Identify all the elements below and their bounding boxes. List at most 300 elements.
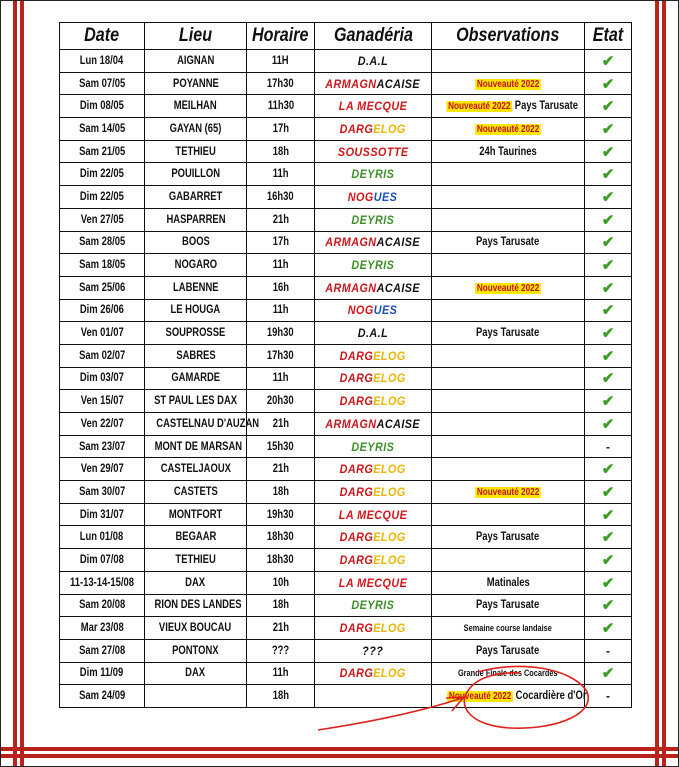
etat-cell [585, 526, 632, 549]
table-row [60, 72, 632, 95]
ganaderia-name [326, 77, 421, 91]
ganaderia-name [352, 440, 395, 454]
ganaderia-cell [315, 594, 432, 617]
horaire-cell [247, 322, 315, 345]
table-row [60, 662, 632, 685]
ganaderia-name [340, 394, 406, 408]
check-icon: ✔ [601, 257, 615, 275]
date-cell [60, 503, 145, 526]
check-icon: ✔ [601, 529, 615, 547]
ganaderia-part: DARG [339, 371, 374, 386]
table-row [60, 639, 632, 662]
horaire-cell-text: 17h [272, 236, 289, 249]
date-cell [60, 72, 145, 95]
ganaderia-cell [315, 163, 432, 186]
ganaderia-cell [315, 186, 432, 209]
horaire-cell [247, 344, 315, 367]
ganaderia-part: ACAISE [376, 280, 421, 295]
date-cell-text: Dim 03/07 [79, 372, 125, 385]
lieu-cell-text: MEILHAN [174, 100, 217, 113]
header-ganaderia-label: Ganadéria [333, 25, 413, 46]
lieu-cell-text: GAYAN (65) [169, 122, 222, 135]
date-cell [60, 413, 145, 436]
lieu-cell [145, 549, 247, 572]
lieu-cell-text: CASTELJAOUX [160, 463, 231, 476]
lieu-cell [145, 254, 247, 277]
observations-text [476, 599, 539, 611]
horaire-cell [247, 276, 315, 299]
ganaderia-part: ARMAGN [325, 76, 377, 91]
ganaderia-cell [315, 503, 432, 526]
ganaderia-part: DARG [339, 666, 374, 681]
ganaderia-part: UES [374, 303, 398, 318]
horaire-cell-text: 18h30 [267, 553, 294, 566]
horaire-cell [247, 118, 315, 141]
date-cell [60, 50, 145, 73]
ganaderia-part: D.A.L [357, 326, 389, 341]
ganaderia-part: ELOG [373, 552, 407, 567]
horaire-cell-text: 11h [272, 259, 289, 272]
table-row [60, 208, 632, 231]
lieu-cell [145, 72, 247, 95]
horaire-cell-text: 20h30 [267, 395, 294, 408]
horaire-cell-text: 11h [272, 372, 289, 385]
horaire-cell-text: 17h30 [267, 349, 294, 362]
ganaderia-name [362, 644, 383, 658]
observations-cell [432, 458, 585, 481]
ganaderia-cell [315, 118, 432, 141]
lieu-cell [145, 458, 247, 481]
observations-cell [432, 413, 585, 436]
ganaderia-cell [315, 413, 432, 436]
ganaderia-name [352, 598, 395, 612]
lieu-cell-text: CASTELNAU D'AUZAN [156, 417, 260, 430]
date-cell-text: Lun 01/08 [80, 531, 124, 544]
horaire-cell-text: 11h [272, 667, 289, 680]
frame-stripe-right-1 [662, 1, 666, 766]
observations-cell [432, 526, 585, 549]
ganaderia-name [340, 553, 406, 567]
horaire-cell-text: 19h30 [267, 327, 294, 340]
ganaderia-part: ELOG [373, 484, 407, 499]
horaire-cell-text: 21h [272, 417, 289, 430]
horaire-cell [247, 208, 315, 231]
ganaderia-name [339, 99, 407, 113]
observations-cell [432, 685, 585, 708]
date-cell-text: Ven 27/05 [80, 213, 124, 226]
date-cell-text: Lun 18/04 [80, 54, 124, 67]
nouveaute-badge: Nouveauté 2022 [448, 691, 512, 703]
horaire-cell-text: 17h [272, 122, 289, 135]
horaire-cell [247, 367, 315, 390]
observations-text [475, 282, 541, 294]
nouveaute-badge: Nouveauté 2022 [476, 486, 540, 498]
header-etat-label: Etat [592, 25, 624, 46]
lieu-cell [145, 571, 247, 594]
etat-cell [585, 72, 632, 95]
ganaderia-name [326, 417, 421, 431]
date-cell-text: Dim 11/09 [80, 667, 124, 680]
observation-note: Pays Tarusate [476, 236, 540, 249]
table-row [60, 186, 632, 209]
etat-cell [585, 344, 632, 367]
header-etat [585, 23, 632, 50]
check-icon: ✔ [601, 120, 615, 138]
table-row [60, 163, 632, 186]
table-row [60, 594, 632, 617]
ganaderia-part: DEYRIS [351, 439, 395, 454]
horaire-cell-text: 10h [272, 576, 289, 589]
ganaderia-cell [315, 231, 432, 254]
observation-note: Semaine course landaise [463, 623, 553, 634]
ganaderia-cell [315, 299, 432, 322]
lieu-cell-text: RION DES LANDES [154, 599, 242, 612]
nouveaute-badge: Nouveauté 2022 [476, 78, 540, 90]
ganaderia-name [340, 621, 406, 635]
ganaderia-part: ARMAGN [325, 416, 377, 431]
horaire-cell-text: ??? [271, 644, 290, 657]
ganaderia-name [358, 326, 388, 340]
ganaderia-part: ACAISE [376, 76, 421, 91]
observations-cell [432, 503, 585, 526]
date-cell [60, 594, 145, 617]
ganaderia-part: DARG [339, 552, 374, 567]
date-cell-text: Sam 30/07 [78, 485, 126, 498]
date-cell-text: Dim 07/08 [79, 553, 125, 566]
lieu-cell [145, 503, 247, 526]
date-cell [60, 571, 145, 594]
observations-cell [432, 299, 585, 322]
observations-cell [432, 571, 585, 594]
etat-cell [585, 50, 632, 73]
table-row [60, 118, 632, 141]
etat-cell [585, 254, 632, 277]
date-cell [60, 458, 145, 481]
lieu-cell [145, 276, 247, 299]
etat-cell [585, 617, 632, 640]
ganaderia-cell [315, 208, 432, 231]
table-row [60, 254, 632, 277]
lieu-cell-text: BEGAAR [175, 531, 216, 544]
lieu-cell-text: MONTFORT [168, 508, 223, 521]
ganaderia-name [352, 213, 395, 227]
date-cell-text: Sam 20/08 [78, 599, 126, 612]
observations-cell [432, 72, 585, 95]
date-cell-text: Sam 23/07 [78, 440, 126, 453]
ganaderia-name [338, 145, 409, 159]
date-cell [60, 685, 145, 708]
horaire-cell [247, 163, 315, 186]
observations-text [447, 690, 586, 702]
check-icon: ✔ [601, 551, 615, 569]
ganaderia-cell [315, 344, 432, 367]
horaire-cell-text: 18h30 [267, 531, 294, 544]
horaire-cell [247, 458, 315, 481]
horaire-cell [247, 617, 315, 640]
date-cell-text: Sam 18/05 [78, 259, 126, 272]
horaire-cell [247, 186, 315, 209]
ganaderia-part: DEYRIS [351, 258, 395, 273]
date-cell-text: Sam 07/05 [78, 77, 126, 90]
date-cell [60, 208, 145, 231]
observations-text [475, 78, 541, 90]
observation-note: Pays Tarusate [512, 100, 579, 113]
date-cell [60, 639, 145, 662]
date-cell-text: Dim 08/05 [79, 100, 125, 113]
table-row [60, 390, 632, 413]
ganaderia-cell [315, 322, 432, 345]
observations-text [476, 531, 539, 543]
ganaderia-part: DARG [339, 348, 374, 363]
lieu-cell [145, 322, 247, 345]
frame-stripe-right-2 [655, 1, 659, 766]
table-row [60, 435, 632, 458]
lieu-cell [145, 594, 247, 617]
table-row [60, 231, 632, 254]
nouveaute-badge: Nouveauté 2022 [476, 123, 540, 135]
date-cell-text: 11-13-14-15/08 [70, 576, 134, 589]
horaire-cell [247, 594, 315, 617]
check-icon: ✔ [601, 98, 615, 116]
etat-cell [585, 458, 632, 481]
date-cell-text: Sam 14/05 [78, 122, 126, 135]
observations-text [475, 123, 541, 135]
lieu-cell [145, 526, 247, 549]
lieu-cell [145, 344, 247, 367]
etat-cell [585, 413, 632, 436]
date-cell [60, 390, 145, 413]
check-icon: ✔ [601, 166, 615, 184]
date-cell [60, 662, 145, 685]
check-icon: ✔ [601, 52, 615, 70]
ganaderia-name [348, 303, 398, 317]
lieu-cell-text: SOUPROSSE [165, 327, 226, 340]
lieu-cell-text: ST PAUL LES DAX [154, 395, 238, 408]
check-icon: ✔ [601, 665, 615, 683]
observations-text [464, 623, 552, 633]
ganaderia-cell [315, 72, 432, 95]
etat-cell [585, 662, 632, 685]
observation-note: Pays Tarusate [476, 327, 540, 340]
lieu-cell [145, 639, 247, 662]
date-cell [60, 254, 145, 277]
horaire-cell [247, 140, 315, 163]
ganaderia-name [352, 167, 395, 181]
observation-note: Pays Tarusate [476, 599, 540, 612]
ganaderia-part: ELOG [373, 666, 407, 681]
observations-cell [432, 639, 585, 662]
date-cell [60, 367, 145, 390]
check-icon: ✔ [601, 347, 615, 365]
ganaderia-cell [315, 95, 432, 118]
ganaderia-part: ACAISE [376, 416, 421, 431]
horaire-cell-text: 18h [272, 599, 289, 612]
ganaderia-part: NOG [348, 189, 375, 204]
table-row [60, 549, 632, 572]
ganaderia-part: ELOG [373, 462, 407, 477]
check-icon: ✔ [601, 188, 615, 206]
lieu-cell [145, 685, 247, 708]
ganaderia-part: ELOG [373, 394, 407, 409]
observations-cell [432, 367, 585, 390]
horaire-cell [247, 503, 315, 526]
table-row [60, 50, 632, 73]
date-cell [60, 231, 145, 254]
date-cell [60, 140, 145, 163]
check-icon: ✔ [601, 506, 615, 524]
observation-note: Grande Finale des Cocardes [458, 668, 558, 679]
observations-cell [432, 231, 585, 254]
ganaderia-part: D.A.L [357, 53, 389, 68]
lieu-cell [145, 163, 247, 186]
date-cell [60, 186, 145, 209]
horaire-cell-text: 21h [272, 213, 289, 226]
date-cell [60, 118, 145, 141]
ganaderia-cell [315, 390, 432, 413]
ganaderia-name [340, 666, 406, 680]
ganaderia-name [326, 235, 421, 249]
date-cell-text: Dim 26/06 [79, 304, 125, 317]
ganaderia-cell [315, 662, 432, 685]
lieu-cell-text: POUILLON [171, 168, 220, 181]
date-cell [60, 95, 145, 118]
check-icon: ✔ [601, 370, 615, 388]
table-row [60, 481, 632, 504]
ganaderia-name [358, 54, 388, 68]
horaire-cell [247, 390, 315, 413]
observation-note: Pays Tarusate [476, 644, 540, 657]
observation-note: Cocardière d'Or [513, 690, 587, 703]
etat-cell [585, 208, 632, 231]
etat-cell [585, 186, 632, 209]
date-cell [60, 322, 145, 345]
ganaderia-name [340, 530, 406, 544]
lieu-cell-text: LABENNE [172, 281, 219, 294]
ganaderia-cell [315, 571, 432, 594]
table-row [60, 276, 632, 299]
horaire-cell [247, 50, 315, 73]
ganaderia-part: ELOG [373, 121, 407, 136]
horaire-cell [247, 639, 315, 662]
horaire-cell-text: 11h30 [267, 100, 294, 113]
observations-text [476, 327, 539, 339]
table-row [60, 458, 632, 481]
horaire-cell [247, 526, 315, 549]
observation-note: Matinales [486, 576, 530, 589]
table-row [60, 322, 632, 345]
ganaderia-part: LA MECQUE [338, 99, 408, 114]
table-row [60, 95, 632, 118]
ganaderia-cell [315, 50, 432, 73]
header-observations-label: Observations [456, 25, 560, 46]
date-cell [60, 526, 145, 549]
etat-cell [585, 594, 632, 617]
ganaderia-name [326, 281, 421, 295]
observations-cell [432, 594, 585, 617]
horaire-cell [247, 435, 315, 458]
horaire-cell [247, 95, 315, 118]
lieu-cell-text: LE HOUGA [170, 304, 221, 317]
etat-dash: - [606, 689, 610, 704]
observations-cell [432, 186, 585, 209]
etat-cell [585, 571, 632, 594]
ganaderia-name [348, 190, 398, 204]
lieu-cell [145, 118, 247, 141]
lieu-cell [145, 617, 247, 640]
ganaderia-cell [315, 549, 432, 572]
date-cell [60, 276, 145, 299]
ganaderia-cell [315, 685, 432, 708]
observation-note: 24h Taurines [479, 145, 537, 158]
date-cell-text: Sam 25/06 [78, 281, 126, 294]
header-ganaderia [315, 23, 432, 50]
etat-cell [585, 390, 632, 413]
etat-cell [585, 140, 632, 163]
horaire-cell [247, 231, 315, 254]
lieu-cell-text: DAX [185, 576, 206, 589]
ganaderia-name [340, 371, 406, 385]
horaire-cell-text: 16h30 [267, 190, 294, 203]
check-icon: ✔ [601, 75, 615, 93]
observations-cell [432, 322, 585, 345]
lieu-cell [145, 186, 247, 209]
lieu-cell [145, 390, 247, 413]
observations-cell [432, 276, 585, 299]
lieu-cell-text: SABRES [175, 349, 216, 362]
ganaderia-part: ELOG [373, 530, 407, 545]
observations-cell [432, 95, 585, 118]
horaire-cell [247, 72, 315, 95]
observations-cell [432, 118, 585, 141]
observations-cell [432, 254, 585, 277]
ganaderia-part: ARMAGN [325, 235, 377, 250]
ganaderia-part: DARG [339, 394, 374, 409]
check-icon: ✔ [601, 234, 615, 252]
horaire-cell [247, 481, 315, 504]
horaire-cell-text: 15h30 [267, 440, 294, 453]
ganaderia-part: UES [374, 189, 398, 204]
etat-cell [585, 231, 632, 254]
ganaderia-part: LA MECQUE [338, 575, 408, 590]
lieu-cell-text: DAX [185, 667, 206, 680]
ganaderia-cell [315, 639, 432, 662]
table-row [60, 299, 632, 322]
observations-cell [432, 617, 585, 640]
date-cell-text: Dim 31/07 [79, 508, 125, 521]
etat-cell [585, 163, 632, 186]
date-cell [60, 617, 145, 640]
table-header-row [60, 23, 632, 50]
ganaderia-name [352, 258, 395, 272]
observations-cell [432, 481, 585, 504]
observations-cell [432, 390, 585, 413]
ganaderia-cell [315, 526, 432, 549]
frame-stripe-left-2 [20, 1, 24, 766]
horaire-cell-text: 21h [272, 463, 289, 476]
schedule-table [59, 22, 632, 708]
etat-cell [585, 95, 632, 118]
etat-cell [585, 276, 632, 299]
ganaderia-cell [315, 140, 432, 163]
ganaderia-part: DEYRIS [351, 212, 395, 227]
ganaderia-part: ??? [362, 643, 384, 658]
observation-note: Pays Tarusate [476, 531, 540, 544]
lieu-cell [145, 208, 247, 231]
ganaderia-part: DARG [339, 462, 374, 477]
header-lieu [145, 23, 247, 50]
lieu-cell-text: VIEUX BOUCAU [159, 622, 232, 635]
table-row [60, 140, 632, 163]
